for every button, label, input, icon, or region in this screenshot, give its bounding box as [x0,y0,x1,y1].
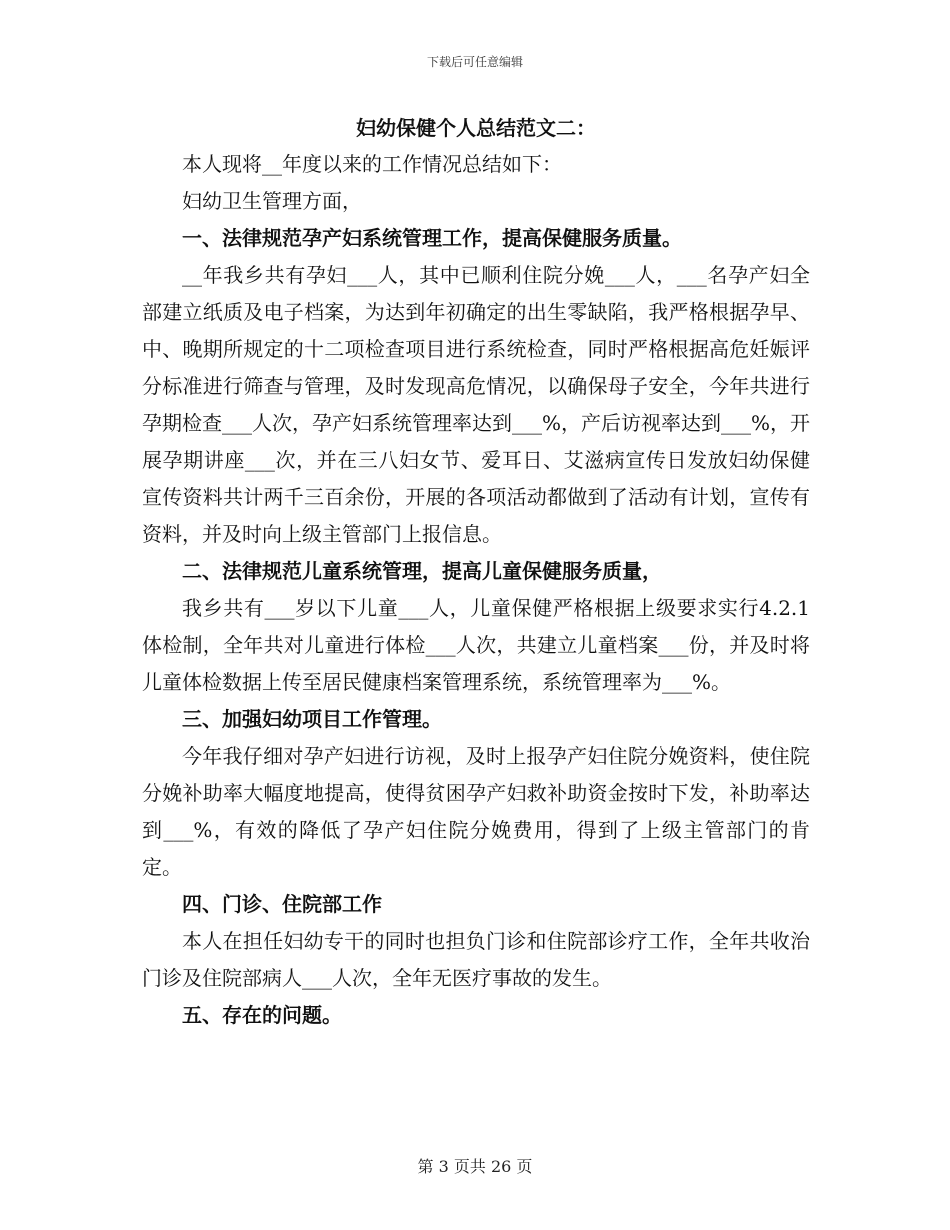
paragraph-intro: 本人现将__年度以来的工作情况总结如下： [182,152,562,176]
paragraph-child-care: 我乡共有___岁以下儿童___人，儿童保健严格根据上级要求实行4.2.1体检制，全年共对儿童进行体检___人次，共建立儿童档案___份，并及时将儿童体检数据上传至居民健康档案管理系统，系统管理率为___%。 [142,596,810,694]
document-body [142,110,810,1034]
section-heading-5: 五、存在的问题。 [182,1003,342,1027]
section-heading-4: 四、门诊、住院部工作 [182,892,382,916]
paragraph-maternal-care: __年我乡共有孕妇___人，其中已顺利住院分娩___人，___名孕产妇全部建立纸质及电子档案，为达到年初确定的出生零缺陷，我严格根据孕早、中、晚期所规定的十二项检查项目进行系统检查，同时严格根据高危妊娠评分标准进行筛查与管理，及时发现高危情况，以确保母子安全，今年共进行孕期检查___人次，孕产妇系统管理率达到___%，产后访视率达到___%，开展孕期讲座___次，并在三八妇女节、爱耳日、艾滋病宣传日发放妇幼保健宣传资料共计两千三百余份，开展的各项活动都做到了活动有计划，宣传有资料，并及时向上级主管部门上报信息。 [142,263,811,546]
paragraph-clinic-work: 本人在担任妇幼专干的同时也担负门诊和住院部诊疗工作，全年共收治门诊及住院部病人___人次，全年无医疗事故的发生。 [142,929,810,990]
section-heading-3: 三、加强妇幼项目工作管理。 [182,707,442,731]
document-title: 妇幼保健个人总结范文二： [356,116,596,140]
section-heading-1: 一、法律规范孕产妇系统管理工作，提高保健服务质量。 [182,226,682,250]
paragraph-project-management: 今年我仔细对孕产妇进行访视，及时上报孕产妇住院分娩资料，使住院分娩补助率大幅度地提高，使得贫困孕产妇救补助资金按时下发，补助率达到___%，有效的降低了孕产妇住院分娩费用，得到了上级主管部门的肯定。 [142,744,810,879]
section-heading-2: 二、法律规范儿童系统管理，提高儿童保健服务质量， [182,559,662,583]
page-header-note: 下载后可任意编辑 [426,55,523,69]
page-number-footer: 第 3 页共 26 页 [417,1157,533,1176]
paragraph-section-label: 妇幼卫生管理方面， [182,189,362,213]
